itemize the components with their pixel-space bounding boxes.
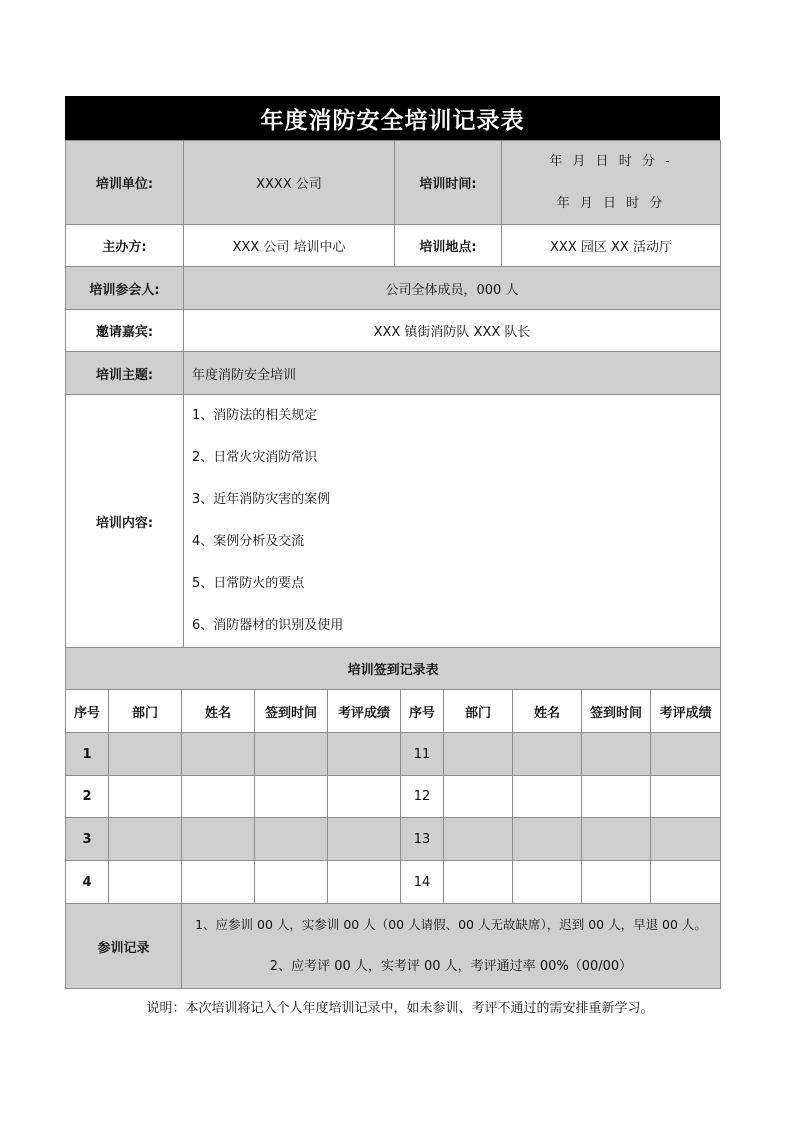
signin-cell bbox=[255, 733, 328, 776]
signin-cell bbox=[513, 818, 582, 861]
signin-cell bbox=[582, 733, 651, 776]
signin-cell bbox=[651, 818, 721, 861]
table-row bbox=[66, 818, 721, 861]
row-guest bbox=[66, 310, 721, 352]
host-label: 主办方: bbox=[66, 225, 184, 267]
signin-cell bbox=[328, 776, 401, 818]
signin-table bbox=[65, 647, 721, 904]
col-header: 考评成绩 bbox=[328, 690, 401, 733]
signin-cell bbox=[444, 776, 513, 818]
time-label: 培训时间: bbox=[395, 141, 502, 225]
place-value: XXX 园区 XX 活动厅 bbox=[502, 225, 721, 267]
table-row bbox=[66, 776, 721, 818]
row-unit-time bbox=[66, 141, 721, 225]
col-header: 姓名 bbox=[513, 690, 582, 733]
unit-label: 培训单位: bbox=[66, 141, 184, 225]
signin-cell bbox=[182, 733, 255, 776]
table-row bbox=[66, 861, 721, 904]
time-end: 年 月 日 时 分 bbox=[556, 196, 666, 211]
signin-cell bbox=[109, 776, 182, 818]
signin-cell bbox=[255, 861, 328, 904]
time-value bbox=[502, 141, 721, 225]
row-host-place bbox=[66, 225, 721, 267]
record-line-1: 1、应参训 00 人，实参训 00 人（00 人请假、00 人无故缺席），迟到 00 人，早退 00 人。 bbox=[195, 917, 707, 932]
signin-cell bbox=[255, 776, 328, 818]
signin-cell bbox=[109, 733, 182, 776]
form-title: 年度消防安全培训记录表 bbox=[65, 96, 720, 140]
record-content bbox=[182, 904, 721, 989]
guest-value: XXX 镇街消防队 XXX 队长 bbox=[184, 310, 721, 352]
signin-cell bbox=[582, 776, 651, 818]
info-table bbox=[65, 140, 721, 648]
signin-title-row bbox=[66, 648, 721, 690]
signin-cell bbox=[109, 818, 182, 861]
row-number: 13 bbox=[401, 818, 444, 861]
training-record-form bbox=[65, 96, 720, 989]
col-header: 签到时间 bbox=[255, 690, 328, 733]
record-line-2: 2、应考评 00 人，实考评 00 人，考评通过率 00%（00/00） bbox=[269, 959, 633, 974]
signin-title: 培训签到记录表 bbox=[66, 648, 721, 690]
row-number: 14 bbox=[401, 861, 444, 904]
signin-cell bbox=[651, 776, 721, 818]
footnote: 说明：本次培训将记入个人年度培训记录中，如未参训、考评不通过的需安排重新学习。 bbox=[146, 1001, 654, 1016]
signin-cell bbox=[444, 818, 513, 861]
row-attendees bbox=[66, 267, 721, 310]
signin-cell bbox=[182, 861, 255, 904]
col-header: 姓名 bbox=[182, 690, 255, 733]
signin-cell bbox=[651, 861, 721, 904]
col-header: 序号 bbox=[66, 690, 109, 733]
signin-cell bbox=[582, 861, 651, 904]
signin-cell bbox=[182, 818, 255, 861]
row-number: 3 bbox=[66, 818, 109, 861]
content-item: 2、日常火灾消防常识 bbox=[192, 450, 318, 465]
guest-label: 邀请嘉宾: bbox=[66, 310, 184, 352]
col-header: 部门 bbox=[444, 690, 513, 733]
record-table bbox=[65, 903, 721, 989]
signin-header-row bbox=[66, 690, 721, 733]
topic-label: 培训主题: bbox=[66, 352, 184, 395]
row-number: 2 bbox=[66, 776, 109, 818]
content-item: 4、案例分析及交流 bbox=[192, 534, 305, 549]
row-content bbox=[66, 395, 721, 648]
signin-cell bbox=[651, 733, 721, 776]
signin-cell bbox=[182, 776, 255, 818]
signin-cell bbox=[513, 776, 582, 818]
topic-value: 年度消防安全培训 bbox=[184, 352, 721, 395]
row-number: 4 bbox=[66, 861, 109, 904]
col-header: 考评成绩 bbox=[651, 690, 721, 733]
unit-value: XXXX 公司 bbox=[184, 141, 395, 225]
content-item: 1、消防法的相关规定 bbox=[192, 408, 318, 423]
place-label: 培训地点: bbox=[395, 225, 502, 267]
col-header: 序号 bbox=[401, 690, 444, 733]
row-topic bbox=[66, 352, 721, 395]
signin-cell bbox=[444, 733, 513, 776]
table-row bbox=[66, 733, 721, 776]
row-number: 12 bbox=[401, 776, 444, 818]
host-value: XXX 公司 培训中心 bbox=[184, 225, 395, 267]
record-row bbox=[66, 904, 721, 989]
signin-cell bbox=[513, 733, 582, 776]
attendees-value: 公司全体成员，000 人 bbox=[184, 267, 721, 310]
time-start: 年 月 日 时 分 - bbox=[549, 154, 673, 169]
content-label: 培训内容: bbox=[66, 395, 184, 648]
content-list bbox=[184, 395, 721, 648]
record-label: 参训记录 bbox=[66, 904, 182, 989]
content-item: 6、消防器材的识别及使用 bbox=[192, 618, 344, 633]
content-item: 5、日常防火的要点 bbox=[192, 576, 305, 591]
signin-cell bbox=[513, 861, 582, 904]
signin-cell bbox=[255, 818, 328, 861]
content-item: 3、近年消防灾害的案例 bbox=[192, 492, 331, 507]
col-header: 部门 bbox=[109, 690, 182, 733]
signin-cell bbox=[582, 818, 651, 861]
row-number: 11 bbox=[401, 733, 444, 776]
attendees-label: 培训参会人: bbox=[66, 267, 184, 310]
signin-cell bbox=[328, 861, 401, 904]
signin-cell bbox=[328, 733, 401, 776]
signin-cell bbox=[328, 818, 401, 861]
signin-cell bbox=[444, 861, 513, 904]
row-number: 1 bbox=[66, 733, 109, 776]
col-header: 签到时间 bbox=[582, 690, 651, 733]
signin-cell bbox=[109, 861, 182, 904]
